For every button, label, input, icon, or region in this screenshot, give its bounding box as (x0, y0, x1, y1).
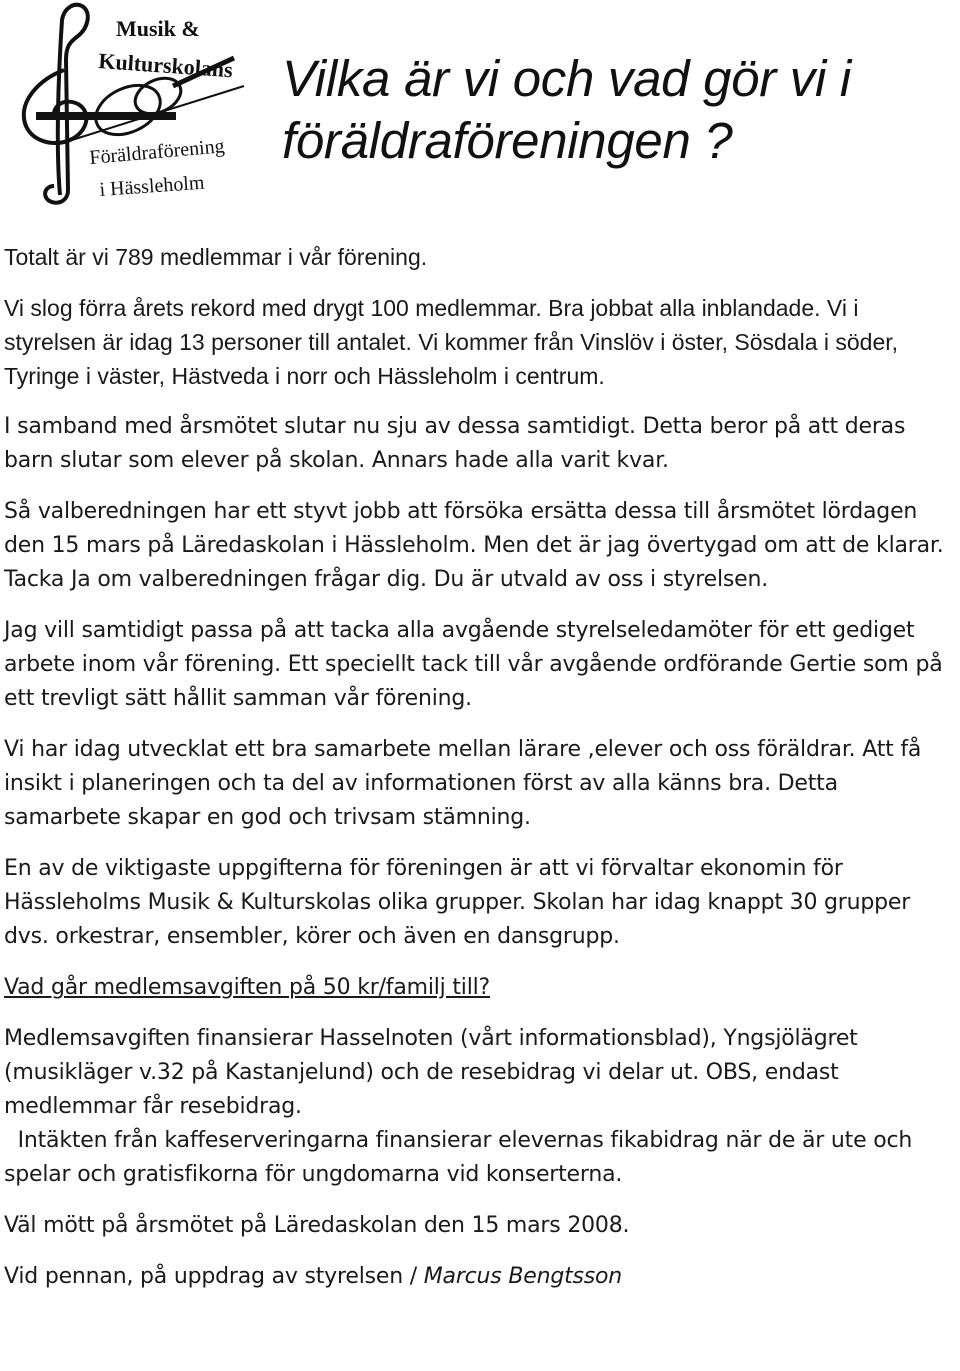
paragraph-economy: En av de viktigaste uppgifterna för föreningen är att vi förvaltar ekonomin för Hässleholms Musik & Kulturskolas olika grupper. Skolan har idag knappt 30 grupper dvs. orkestrar, ensembler, körer och även en dansgrupp. (4, 856, 911, 949)
signature-name: Marcus Bengtsson (423, 1264, 623, 1289)
paragraph-meeting: Väl mött på årsmötet på Läredaskolan den 15 mars 2008. (4, 1213, 630, 1238)
paragraph-nomination: Så valberedningen har ett styvt jobb att försöka ersätta dessa till årsmötet lördagen den 15 mars på Läredaskolan i Hässleholm. Men det är jag övertygad om att de klarar. Tacka Ja om valberedningen frågar dig. Du är utvald av oss i styrelsen. (4, 499, 944, 592)
paragraph-thanks: Jag vill samtidigt passa på att tacka alla avgående styrelseledamöter för ett gediget arbete inom vår förening. Ett speciellt tack till vår avgående ordförande Gertie som på ett trevligt sätt hållit samman vår förening. (4, 618, 943, 711)
paragraph-cooperation: Vi har idag utvecklat ett bra samarbete mellan lärare ,elever och oss föräldrar. Att få insikt i planeringen och ta del av informationen först av alla känns bra. Detta samarbete skapar en god och trivsam stämning. (4, 737, 922, 830)
signature (4, 1260, 956, 1294)
paragraph-members: Totalt är vi 789 medlemmar i vår förening. (4, 244, 428, 270)
music-school-logo-icon (8, 0, 256, 210)
logo-line-3: Föräldraförening (88, 135, 226, 169)
paragraph-coffee: Intäkten från kaffeserveringarna finansierar elevernas fikabidrag när de är ute och spelar och gratisfikorna för ungdomarna vid konserterna. (4, 1128, 919, 1187)
logo-line-2: Kulturskolans (97, 48, 234, 83)
page-title: Vilka är vi och vad gör vi i föräldraföreningen ? (282, 50, 851, 169)
logo-line-4: i Hässleholm (98, 171, 206, 201)
article-body (4, 240, 956, 1311)
logo-line-1: Musik & (116, 16, 200, 41)
signature-prefix: Vid pennan, på uppdrag av styrelsen / (4, 1264, 424, 1289)
paragraph-record: Vi slog förra årets rekord med drygt 100 medlemmar. Bra jobbat alla inblandade. Vi i styrelsen är idag 13 personer till antalet. Vi kommer från Vinslöv i öster, Sösdala i söder, Tyringe i väster, Hästveda i norr och Hässleholm i centrum. (4, 295, 899, 389)
fee-heading: Vad går medlemsavgiften på 50 kr/familj till? (4, 975, 491, 1000)
paragraph-fee: Medlemsavgiften finansierar Hasselnoten (vårt informationsblad), Yngsjölägret (musikläger v.32 på Kastanjelund) och de resebidrag vi delar ut. OBS, endast medlemmar får resebidrag. (4, 1026, 858, 1119)
logo (8, 0, 256, 210)
paragraph-leaving: I samband med årsmötet slutar nu sju av dessa samtidigt. Detta beror på att deras barn slutar som elever på skolan. Annars hade alla varit kvar. (4, 414, 906, 473)
